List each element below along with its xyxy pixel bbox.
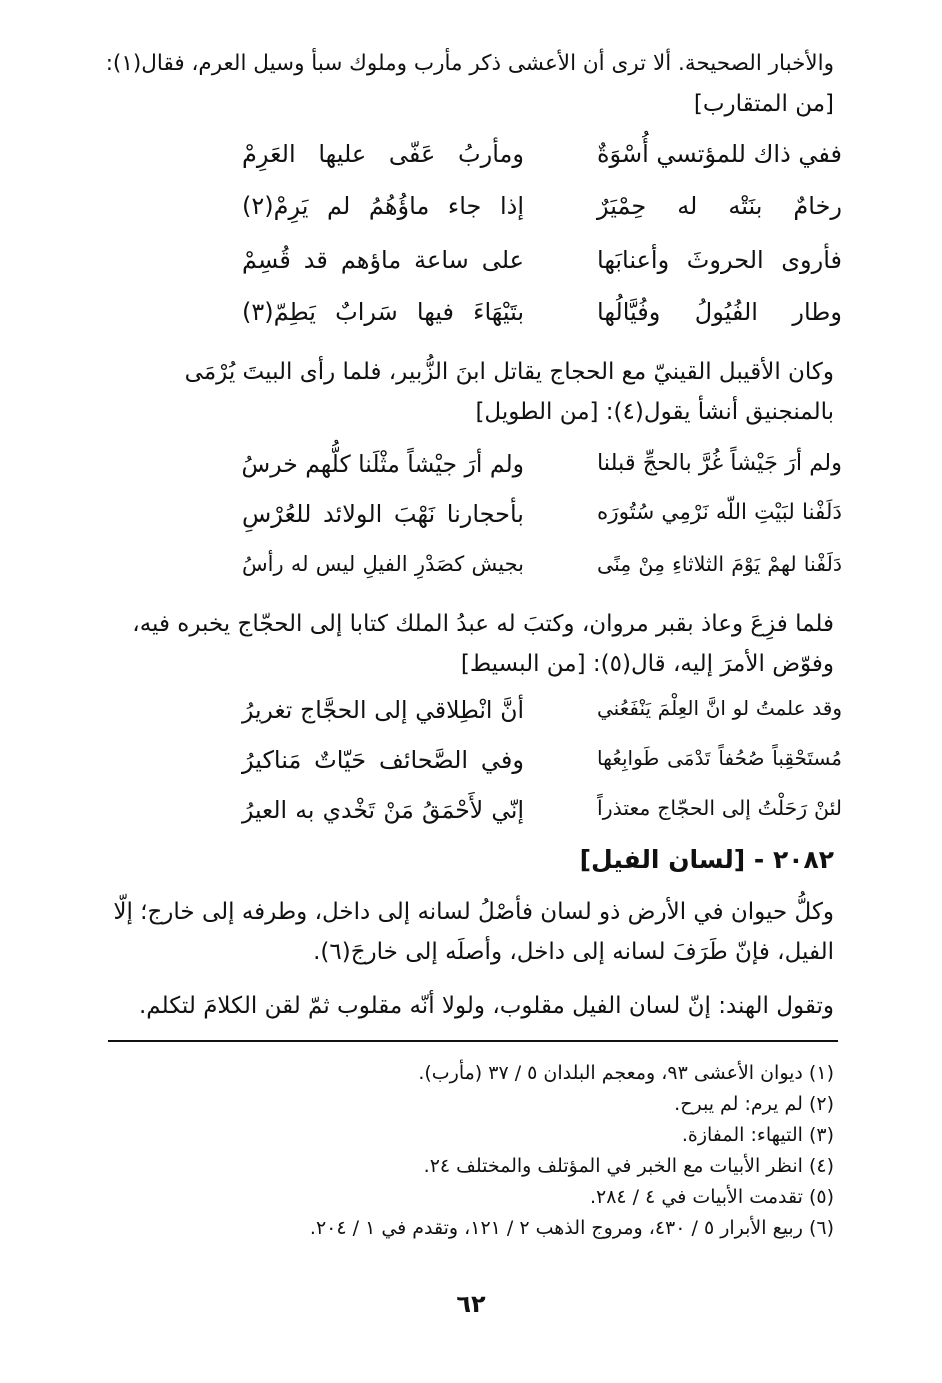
poem2-verse-3 <box>102 552 842 596</box>
footnote-3: (٣) التيهاء: المفازة. <box>681 1124 834 1146</box>
poem2-verse-1 <box>102 450 842 494</box>
paragraph-2 <box>106 352 834 432</box>
verse-first-hemistich: رخامٌ بنَتْه له حِمْيَرٌ <box>597 192 842 220</box>
poem2-verse-2 <box>102 500 842 544</box>
paragraph-line: بالمنجنيق أنشأ يقول(٤): [من الطويل] <box>475 399 834 425</box>
paragraph-line: فلما فزِعَ وعاذ بقبر مروان، وكتبَ له عبدُ الملك كتابا إلى الحجّاج يخبره فيه، <box>132 611 834 637</box>
verse-first-hemistich: وقد علمتُ لو انَّ العِلْمَ يَنْفَعُني <box>597 696 842 720</box>
verse-first-hemistich: دَلَفْنا لبَيْتِ اللّه نَرْمِي سُتُورَه <box>597 500 842 525</box>
paragraph-3 <box>106 604 834 684</box>
footnote-1: (١) ديوان الأعشى ٩٣، ومعجم البلدان ٥ / ٣٧ (مأرب). <box>418 1062 834 1084</box>
verse-second-hemistich: بأحجارنا نَهْبَ الولائد للعُرْسِ <box>242 500 524 528</box>
footnote-6: (٦) ربيع الأبرار ٥ / ٤٣٠، ومروج الذهب ٢ / ١٢١، وتقدم في ١ / ٢٠٤. <box>309 1217 834 1239</box>
intro-paragraph <box>106 44 834 124</box>
verse-second-hemistich: إذا جاء ماؤُهُمُ لم يَرِمْ(٢) <box>242 192 524 220</box>
verse-first-hemistich: فأروى الحروثَ وأعنابَها <box>597 246 842 274</box>
intro-meter: [من المتقارب] <box>693 91 834 117</box>
poem1-verse-2 <box>102 192 842 236</box>
paragraph-line: وكلُّ حيوان في الأرض ذو لسان فأصْلُ لسانه إلى داخل، وطرفه إلى خارج؛ إلّا <box>113 899 834 925</box>
poem1-verse-4 <box>102 298 842 342</box>
verse-first-hemistich: ففي ذاك للمؤتسي أُسْوَةٌ <box>596 140 842 168</box>
poem3-verse-2 <box>102 746 842 790</box>
page-number: ٦٢ <box>456 1290 486 1318</box>
verse-second-hemistich: أنَّ انْطِلاقي إلى الحجَّاج تغريرُ <box>242 696 524 724</box>
verse-second-hemistich: بجيش كصَدْرِ الفيلِ ليس له رأسُ <box>242 552 524 576</box>
verse-first-hemistich: وطار الفُيُولُ وفُيَّالُها <box>597 298 842 326</box>
verse-second-hemistich: ولم أرَ جيْشاً مثْلَنا كلُّهم خرسُ <box>241 450 524 478</box>
poem1-verse-1 <box>102 140 842 184</box>
paragraph-4 <box>106 892 834 972</box>
section-heading: ٢٠٨٢ - [لسان الفيل] <box>579 845 834 874</box>
verse-first-hemistich: ولم أرَ جَيْشاً غُرَّ بالحجِّ قبلنا <box>596 450 842 476</box>
poem3-verse-3 <box>102 796 842 840</box>
footnote-2: (٢) لم يرم: لم يبرح. <box>674 1093 834 1115</box>
paragraph-5 <box>106 986 834 1026</box>
poem3-verse-1 <box>102 696 842 740</box>
footnote-4: (٤) انظر الأبيات مع الخبر في المؤتلف والمختلف ٢٤. <box>423 1155 834 1177</box>
paragraph-line: الفيل، فإنّ طَرَفَ لسانه إلى داخل، وأصلَه إلى خارجَ(٦). <box>313 939 834 965</box>
verse-second-hemistich: بتَيْهَاءَ فيها سَرابٌ يَطِمّ(٣) <box>242 298 524 326</box>
verse-second-hemistich: على ساعة ماؤهم قد قُسِمْ <box>242 246 524 274</box>
verse-first-hemistich: دَلَفْنا لهمْ يَوْمَ الثلاثاءِ مِنْ مِنًى <box>597 552 842 576</box>
verse-second-hemistich: ومأربُ عَفّى عليها العَرِمْ <box>242 140 524 168</box>
verse-second-hemistich: إنّي لأَحْمَقُ مَنْ تَخْدي به العيرُ <box>242 796 524 824</box>
verse-first-hemistich: مُستَحْقِباً صُحُفاً تَدْمَى طَوابِعُها <box>597 746 842 770</box>
poem1-verse-3 <box>102 246 842 290</box>
paragraph-line: وتقول الهند: إنّ لسان الفيل مقلوب، ولولا أنّه مقلوب ثمّ لقن الكلامَ لتكلم. <box>139 993 834 1019</box>
footnote-divider <box>108 1040 838 1042</box>
verse-first-hemistich: لئنْ رَحَلْتُ إلى الحجّاج معتذراً <box>597 796 842 820</box>
footnotes <box>104 1058 834 1244</box>
paragraph-line: وكان الأقيبل القينيّ مع الحجاج يقاتل ابنَ الزُّبير، فلما رأى البيتَ يُرْمَى <box>184 359 834 385</box>
paragraph-line: وفوّض الأمرَ إليه، قال(٥): [من البسيط] <box>460 651 834 677</box>
footnote-5: (٥) تقدمت الأبيات في ٤ / ٢٨٤. <box>589 1186 834 1208</box>
intro-line: والأخبار الصحيحة. ألا ترى أن الأعشى ذكر مأرب وملوك سبأ وسيل العرم، فقال(١): <box>105 51 834 76</box>
verse-second-hemistich: وفي الصَّحائف حَيّاتٌ مَناكيرُ <box>242 746 524 774</box>
